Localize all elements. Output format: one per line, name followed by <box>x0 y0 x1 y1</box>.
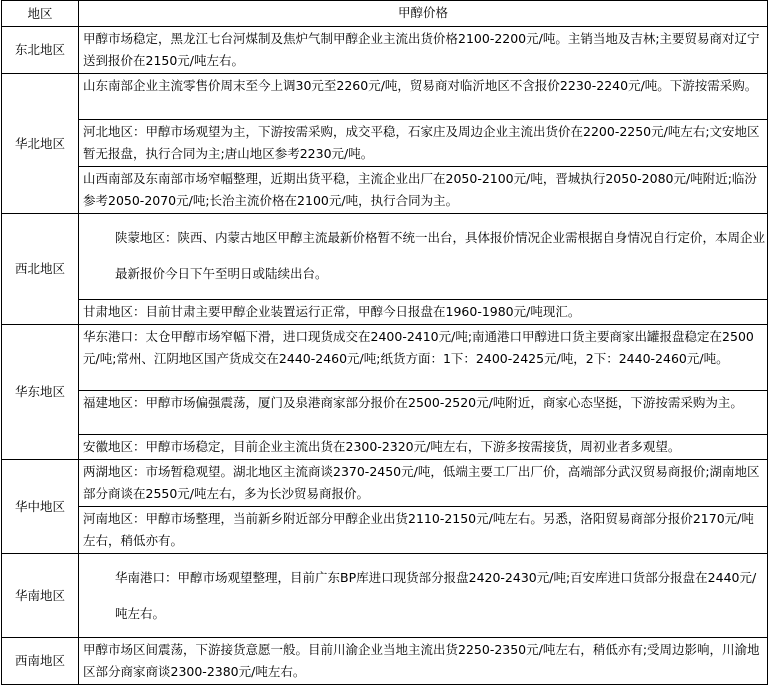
table-row <box>2 325 768 391</box>
header-price: 甲醇价格 <box>79 1 768 27</box>
table-header-row <box>2 1 768 27</box>
header-region: 地区 <box>2 1 79 27</box>
price-entry: 华东港口：太仓甲醇市场窄幅下滑，进口现货成交在2400-2410元/吨;南通港口甲醇进口货主要商家出罐报盘稳定在2500元/吨;常州、江阴地区国产货成交在2440-2460元/吨;纸货方面：1下：2400-2425元/吨，2下：2440-2460元/吨。 <box>79 325 768 391</box>
price-entry: 陕蒙地区：陕西、内蒙古地区甲醇主流最新价格暂不统一出台，具体报价情况企业需根据自身情况自行定价，本周企业最新报价今日下午至明日或陆续出台。 <box>79 214 768 300</box>
region-cell: 华南地区 <box>2 554 79 638</box>
price-entry: 山东南部企业主流零售价周末至今上调30元至2260元/吨，贸易商对临沂地区不含报价2230-2240元/吨。下游按需采购。 <box>79 74 768 120</box>
table-row <box>2 214 768 300</box>
price-entry: 河南地区：甲醇市场整理，当前新乡附近部分甲醇企业出货2110-2150元/吨左右。另悉，洛阳贸易商部分报价2170元/吨左右，稍低亦有。 <box>79 507 768 554</box>
price-entry: 山西南部及东南部市场窄幅整理，近期出货平稳，主流企业出厂在2050-2100元/吨，晋城执行2050-2080元/吨附近;临汾参考2050-2070元/吨;长治主流价格在2100元/吨，执行合同为主。 <box>79 167 768 214</box>
table-row <box>2 638 768 685</box>
region-cell: 华北地区 <box>2 74 79 214</box>
region-cell: 华中地区 <box>2 460 79 554</box>
region-cell: 西南地区 <box>2 638 79 685</box>
price-entry: 安徽地区：甲醇市场稳定，目前企业主流出货在2300-2320元/吨左右，下游多按需接货，周初业者多观望。 <box>79 435 768 460</box>
table-row <box>2 507 768 554</box>
table-row <box>2 435 768 460</box>
table-row <box>2 460 768 507</box>
region-cell: 华东地区 <box>2 325 79 460</box>
price-entry: 两湖地区：市场暂稳观望。湖北地区主流商谈2370-2450元/吨，低端主要工厂出厂价，高端部分武汉贸易商报价;湖南地区部分商谈在2550元/吨左右，多为长沙贸易商报价。 <box>79 460 768 507</box>
table-row <box>2 300 768 325</box>
table-row <box>2 167 768 214</box>
region-cell: 西北地区 <box>2 214 79 325</box>
price-entry: 华南港口：甲醇市场观望整理，目前广东BP库进口现货部分报盘2420-2430元/吨;百安库进口货部分报盘在2440元/吨左右。 <box>79 554 768 638</box>
price-entry: 甲醇市场稳定，黑龙江七台河煤制及焦炉气制甲醇企业主流出货价格2100-2200元/吨。主销当地及吉林;主要贸易商对辽宁送到报价在2150元/吨左右。 <box>79 27 768 74</box>
price-entry: 福建地区：甲醇市场偏强震荡，厦门及泉港商家部分报价在2500-2520元/吨附近，商家心态坚挺，下游按需采购为主。 <box>79 391 768 435</box>
price-entry: 甘肃地区：目前甘肃主要甲醇企业装置运行正常，甲醇今日报盘在1960-1980元/吨现汇。 <box>79 300 768 325</box>
table-row <box>2 27 768 74</box>
table-row <box>2 391 768 435</box>
methanol-price-table <box>1 0 768 685</box>
table-row <box>2 74 768 120</box>
price-entry: 甲醇市场区间震荡，下游接货意愿一般。目前川渝企业当地主流出货2250-2350元/吨左右，稍低亦有;受周边影响，川渝地区部分商家商谈2300-2380元/吨左右。 <box>79 638 768 685</box>
price-entry: 河北地区：甲醇市场观望为主，下游按需采购，成交平稳，石家庄及周边企业主流出货价在2200-2250元/吨左右;文安地区暂无报盘，执行合同为主;唐山地区参考2230元/吨。 <box>79 120 768 167</box>
table-row <box>2 554 768 638</box>
region-cell: 东北地区 <box>2 27 79 74</box>
table-row <box>2 120 768 167</box>
